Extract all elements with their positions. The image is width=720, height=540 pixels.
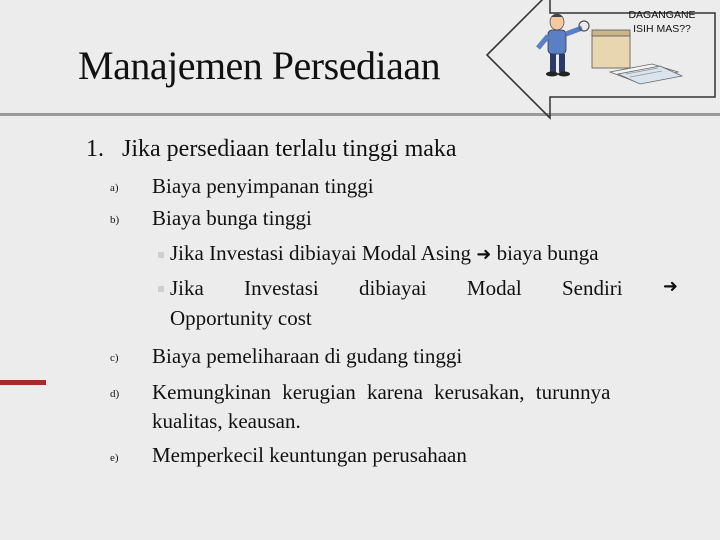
subitem-a: Biaya penyimpanan tinggi <box>152 174 374 198</box>
main-item-number: 1. <box>86 136 104 162</box>
bullet-2-line-2: Opportunity cost <box>170 306 312 330</box>
slide-title: Manajemen Persediaan <box>78 43 441 88</box>
bullet-2-word: Investasi <box>244 276 319 300</box>
callout-text <box>612 8 712 36</box>
bullet-2-word: dibiayai <box>358 276 427 300</box>
bullet-square-icon <box>158 252 164 258</box>
subitem-e: Memperkecil keuntungan perusahaan <box>152 443 467 467</box>
subitem-d-line-2: kualitas, keausan. <box>152 409 301 433</box>
accent-bar <box>0 380 46 385</box>
right-arrow-icon: ➜ <box>476 244 492 265</box>
marker-e: e) <box>110 452 119 464</box>
marker-c: c) <box>110 352 119 364</box>
marker-b: b) <box>110 214 120 226</box>
subitem-b: Biaya bunga tinggi <box>152 206 312 230</box>
main-item-1 <box>86 136 457 163</box>
marker-d: d) <box>110 388 120 400</box>
bullet-2-word: Modal <box>466 276 522 300</box>
bullet-square-icon <box>158 286 164 292</box>
subitem-d-text: Kemungkinan kerugian karena kerusakan, turunnya <box>152 380 611 404</box>
bullet-2-word: Sendiri <box>561 276 623 300</box>
bullet-2-line-1 <box>170 276 678 301</box>
main-item-text: Jika persediaan terlalu tinggi maka <box>122 136 457 162</box>
marker-a: a) <box>110 182 119 194</box>
bullet-1-result: biaya bunga <box>496 241 599 265</box>
callout-line-1: DAGANGANE <box>628 9 696 21</box>
right-arrow-icon: ➜ <box>662 276 678 297</box>
subitem-d-line-1 <box>152 380 672 405</box>
bullet-1 <box>170 241 599 266</box>
bullet-1-text: Jika Investasi dibiayai Modal Asing <box>170 241 471 265</box>
subitem-c: Biaya pemeliharaan di gudang tinggi <box>152 344 463 368</box>
bullet-2-word: Jika <box>170 276 204 300</box>
callout-line-2: ISIH MAS?? <box>633 23 691 35</box>
